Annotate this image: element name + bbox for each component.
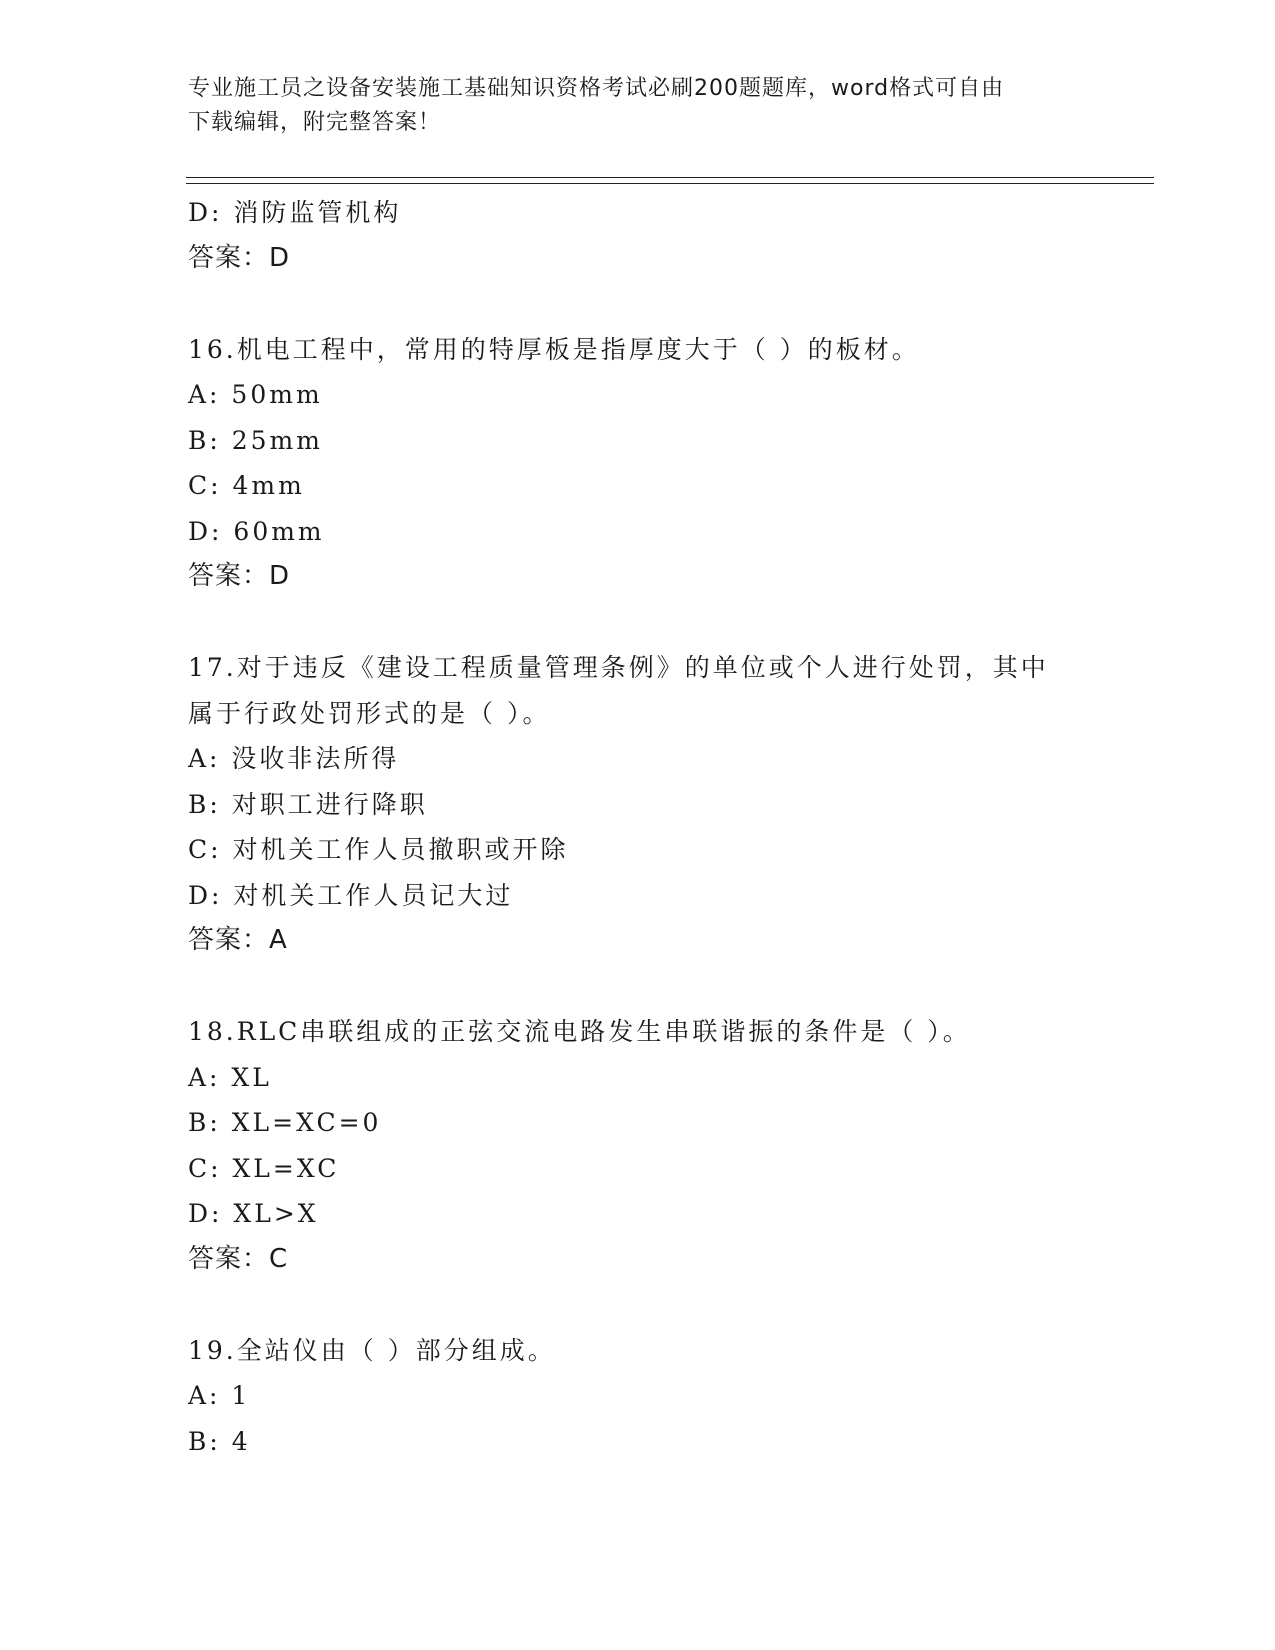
option-c: C: 4mm: [188, 471, 305, 500]
question-19: [188, 1328, 1128, 1465]
option-a: A: XL: [188, 1062, 272, 1092]
option-d: D: 60mm: [188, 516, 325, 546]
answer-line: 答案：A: [188, 925, 288, 955]
option-a: A: 没收非法所得: [188, 744, 400, 773]
question-text: 18.RLC串联组成的正弦交流电路发生串联谐振的条件是（ ）。: [188, 1017, 971, 1046]
option-b: B: 25mm: [188, 425, 323, 455]
question-list: [188, 190, 1128, 1464]
question-16: [188, 327, 1128, 600]
option-c: C: XL=XC: [188, 1153, 340, 1183]
option-b: B: 4: [188, 1426, 251, 1456]
carryover-block: [188, 190, 1128, 281]
option-d: D: 消防监管机构: [188, 198, 402, 227]
question-17: [188, 645, 1128, 964]
option-c: C: 对机关工作人员撤职或开除: [188, 835, 569, 864]
option-d: D: 对机关工作人员记大过: [188, 880, 514, 910]
header-divider-bottom: [186, 183, 1154, 184]
header-line-1: 专业施工员之设备安装施工基础知识资格考试必刷200题题库，word格式可自由: [188, 76, 1005, 101]
option-b: B: 对职工进行降职: [188, 789, 428, 819]
answer-line: 答案：D: [188, 242, 291, 273]
header-line-2: 下载编辑，附完整答案！: [188, 110, 442, 135]
header-divider-top: [186, 177, 1154, 178]
question-text-continued: 属于行政处罚形式的是（ ）。: [188, 698, 551, 728]
question-text: 16.机电工程中，常用的特厚板是指厚度大于（ ）的板材。: [188, 334, 920, 364]
option-a: A: 1: [188, 1381, 251, 1410]
option-a: A: 50mm: [188, 380, 323, 409]
answer-line: 答案：D: [188, 561, 291, 591]
spacer: [188, 281, 1128, 327]
spacer: [188, 964, 1128, 1010]
question-18: [188, 1009, 1128, 1282]
spacer: [188, 1282, 1128, 1328]
page-header: [188, 72, 1088, 140]
answer-line: 答案：C: [188, 1243, 289, 1274]
spacer: [188, 600, 1128, 646]
question-text: 17.对于违反《建设工程质量管理条例》的单位或个人进行处罚，其中: [188, 653, 1049, 682]
option-d: D: XL>X: [188, 1199, 319, 1228]
question-text: 19.全站仪由（ ）部分组成。: [188, 1335, 556, 1365]
option-b: B: XL=XC=0: [188, 1108, 382, 1137]
